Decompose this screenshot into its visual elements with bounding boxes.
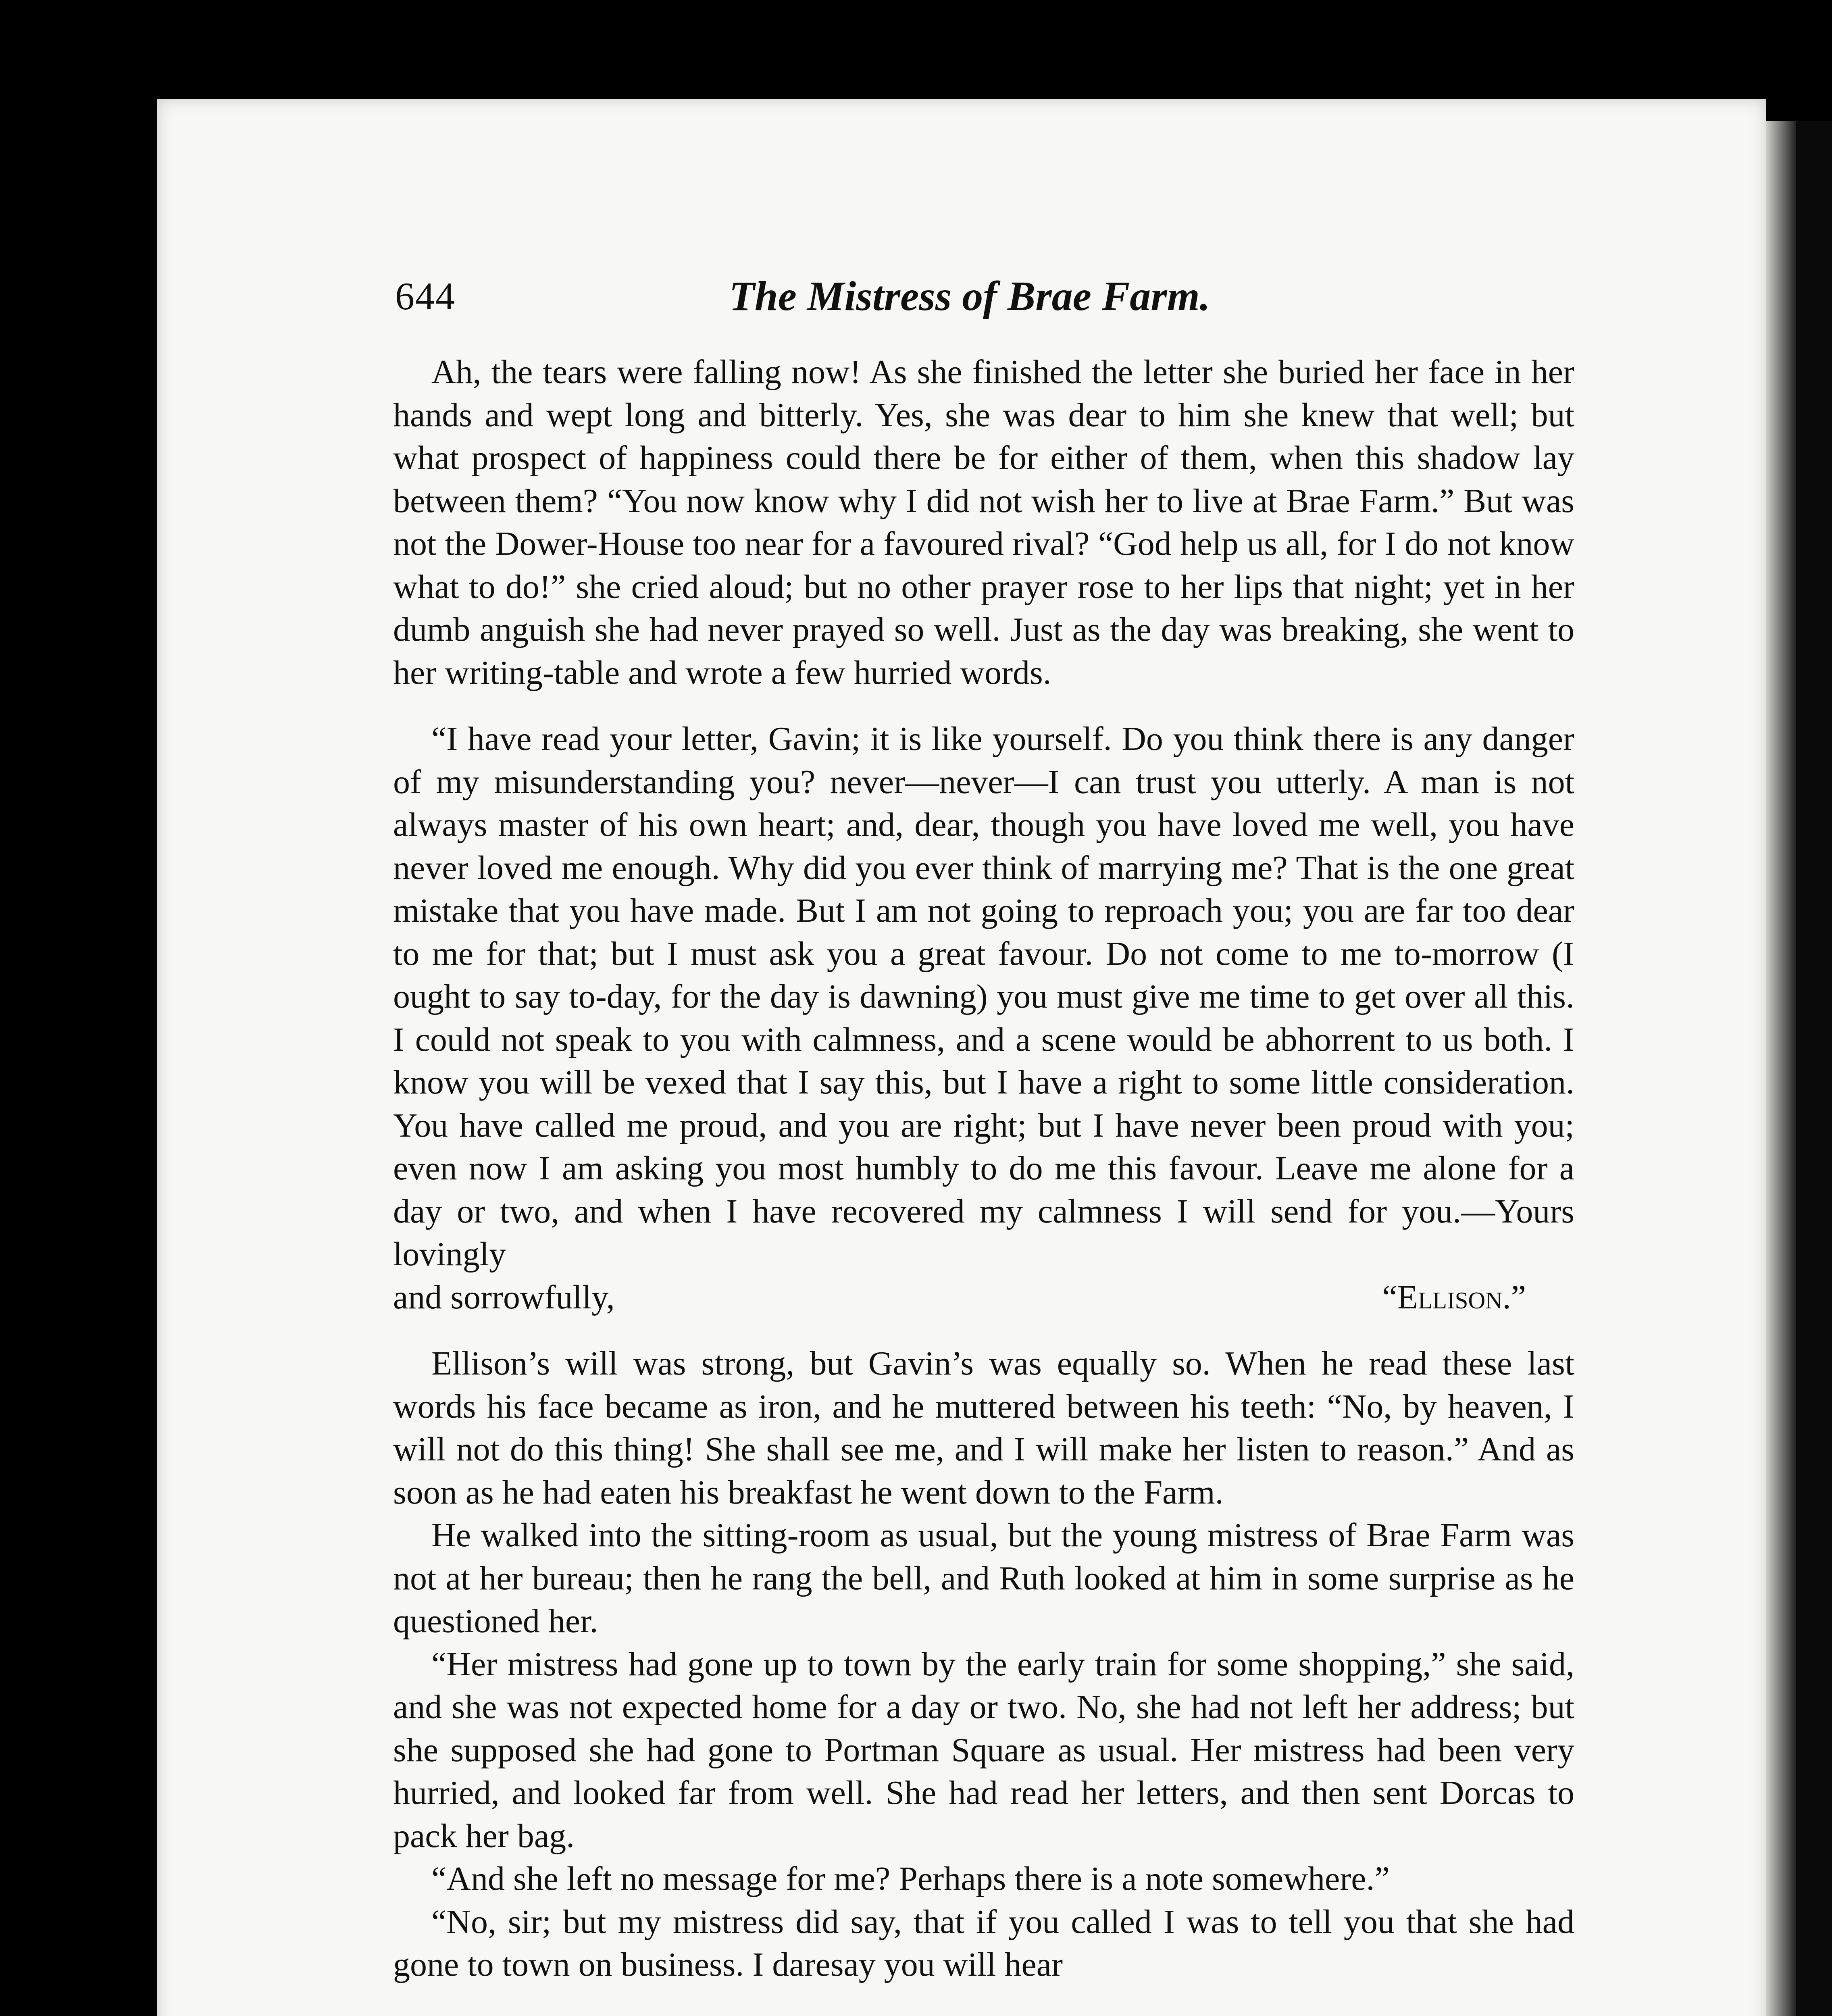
paragraph: “Her mistress had gone up to town by the early train for some shopping,” she said, and she was not expected home for a day or two. No, she had not left her address; but she supposed she had gone to Portman Square as usual. Her mistress had been very hurried, and looked far from well. She had read her letters, and then sent Dorcas to pack her bag. [393, 1645, 1574, 1855]
running-title: The Mistress of Brae Farm. [729, 273, 1210, 319]
paragraph: He walked into the sitting-room as usual, but the young mistress of Brae Farm was not at her bureau; then he rang the bell, and Ruth looked at him in some surprise as he questioned her. [393, 1516, 1574, 1640]
page-header [238, 266, 1580, 327]
page-number: 644 [395, 275, 456, 318]
paragraph: Ah, the tears were falling now! As she finished the letter she buried her face in her hands and wept long and bitterly. Yes, she was dear to him she knew that well; but what prospect of happiness could there be for either of them, when this shadow lay between them? “You now know why I did not wish her to live at Brae Farm.” But was not the Dower-House too near for a favoured rival? “God help us all, for I do not know what to do!” she cried aloud; but no other prayer rose to her lips that night; yet in her dumb anguish she had never prayed so well. Just as the day was breaking, she went to her writing-table and wrote a few hurried words. [393, 353, 1574, 691]
paragraph: “No, sir; but my mistress did say, that if you called I was to tell you that she had gone to town on business. I daresay you will hear [393, 1903, 1574, 1983]
page-body [393, 351, 1574, 1987]
letter-closing-text: and sorrowfully, [393, 1278, 615, 1316]
paragraph: “And she left no message for me? Perhaps there is a note somewhere.” [431, 1860, 1390, 1897]
page-gutter [1766, 121, 1796, 2016]
paragraph: Ellison’s will was strong, but Gavin’s was equally so. When he read these last words his face became as iron, and he muttered between his teeth: “No, by heaven, I will not do this thing! She shall see me, and I will make her listen to reason.” And as soon as he had eaten his breakfast he went down to the Farm. [393, 1345, 1574, 1511]
next-page-edge [1796, 121, 1832, 2016]
letter-signature: “Ellison.” [1382, 1278, 1526, 1316]
letter-closing [393, 1276, 1574, 1319]
letter-paragraph: “I have read your letter, Gavin; it is like yourself. Do you think there is any danger of my misunderstanding you? never—never—I can trust you utterly. A man is not always master of his own heart; and, dear, though you have loved me well, you have never loved me enough. Why did you ever think of marrying me? That is the one great mistake that you have made. But I am not going to reproach you; you are far too dear to me for that; but I must ask you a great favour. Do not come to me to-morrow (I ought to say to-day, for the day is dawning) you must give me time to get over all this. I could not speak to you with calmness, and a scene would be abhorrent to us both. I know you will be vexed that I say this, but I have a right to some little consideration. You have called me proud, and you are right; but I have never been proud with you; even now I am asking you most humbly to do me this favour. Leave me alone for a day or two, and when I have recovered my calmness I will send for you.—Yours lovingly [393, 720, 1574, 1273]
